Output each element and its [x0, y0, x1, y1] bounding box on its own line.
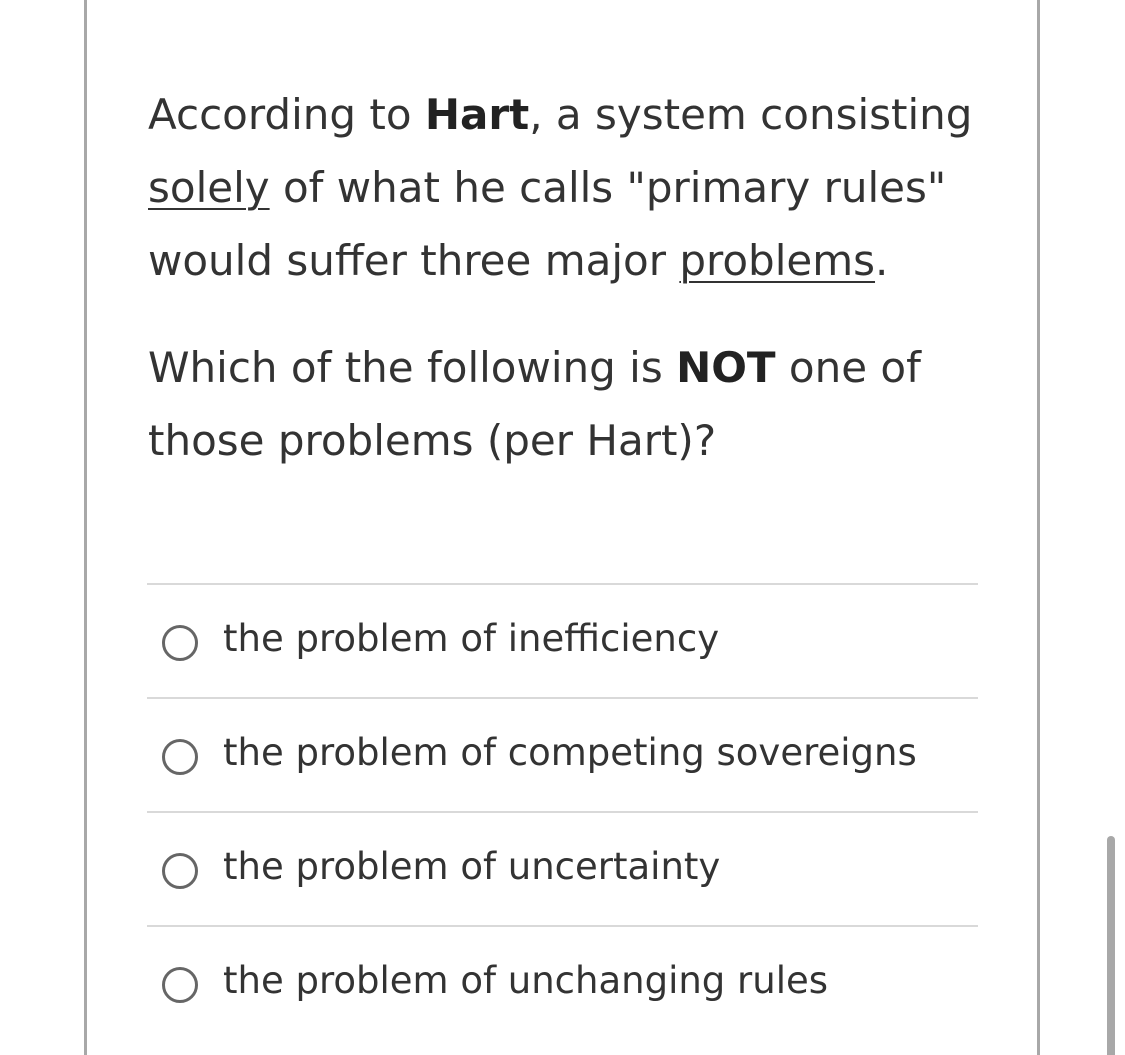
- radio-button[interactable]: [162, 853, 198, 889]
- bold-name-hart: Hart: [424, 90, 530, 139]
- underlined-word-solely: solely: [148, 163, 270, 212]
- answer-option[interactable]: [147, 811, 978, 925]
- scrollbar-thumb[interactable]: [1107, 836, 1115, 1055]
- question-text-segment: According to: [148, 90, 425, 139]
- answer-option-label[interactable]: the problem of competing sovereigns: [223, 731, 917, 774]
- answer-option-label[interactable]: the problem of unchanging rules: [223, 959, 829, 1002]
- question-text-segment: one of those problems (per Hart)?: [148, 343, 921, 465]
- question-paragraph-2: [148, 331, 988, 477]
- answer-options: [147, 583, 978, 1039]
- question-text-segment: , a system consisting: [529, 90, 973, 139]
- content-frame-right-border: [1037, 0, 1040, 1055]
- question-text-segment: of what he calls "primary rules" would suffer three major: [148, 163, 947, 285]
- answer-option[interactable]: [147, 925, 978, 1039]
- answer-option-label[interactable]: the problem of inefficiency: [223, 617, 720, 660]
- question-text: [148, 78, 988, 477]
- answer-option[interactable]: [147, 583, 978, 697]
- answer-option[interactable]: [147, 697, 978, 811]
- question-text-segment: Which of the following is: [148, 343, 677, 392]
- radio-button[interactable]: [162, 739, 198, 775]
- radio-button[interactable]: [162, 625, 198, 661]
- bold-word-not: NOT: [676, 343, 776, 392]
- question-paragraph-1: [148, 78, 988, 297]
- answer-option-label[interactable]: the problem of uncertainty: [223, 845, 721, 888]
- question-text-segment: .: [875, 236, 889, 285]
- underlined-word-problems: problems: [679, 236, 876, 285]
- radio-button[interactable]: [162, 967, 198, 1003]
- content-frame-left-border: [84, 0, 87, 1055]
